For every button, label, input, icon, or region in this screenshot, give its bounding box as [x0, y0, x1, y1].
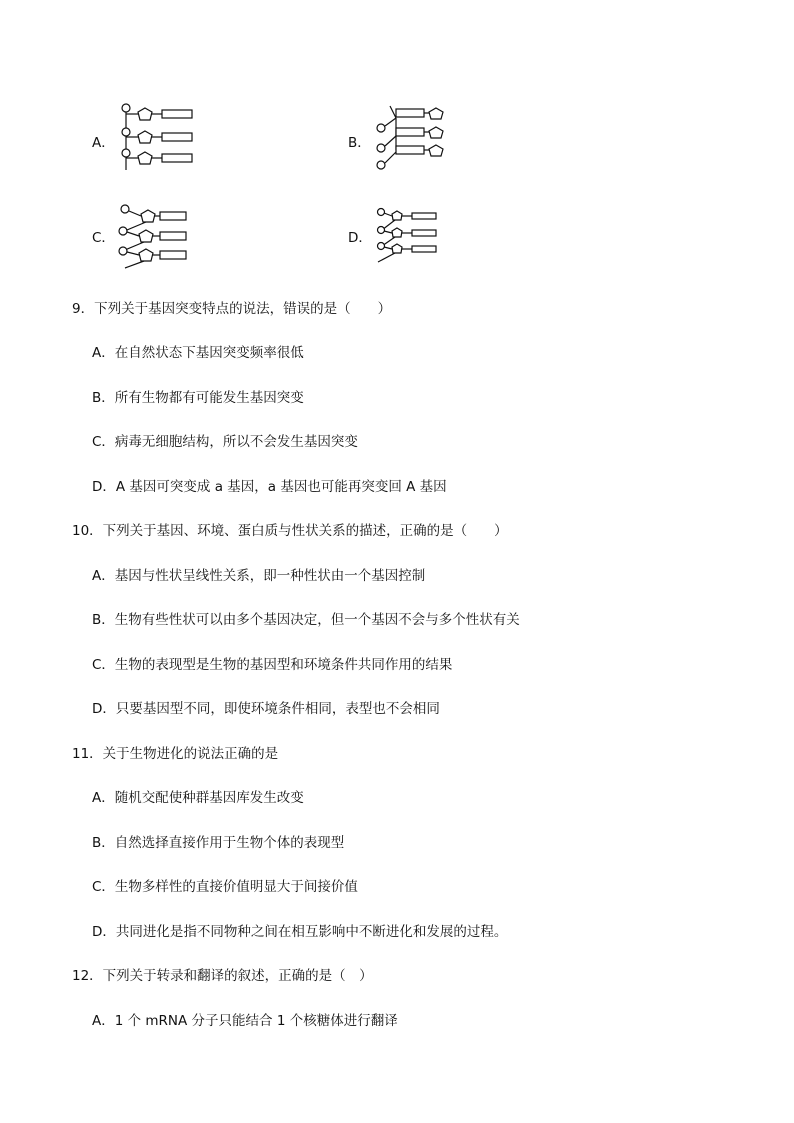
question-10-option-a: A．基因与性状呈线性关系，即一种性状由一个基因控制 — [92, 568, 426, 584]
question-9-option-a: A．在自然状态下基因突变频率很低 — [92, 345, 304, 361]
question-12-option-a: A．1 个 mRNA 分子只能结合 1 个核糖体进行翻译 — [92, 1013, 398, 1029]
question-10-option-c: C．生物的表现型是生物的基因型和环境条件共同作用的结果 — [92, 657, 453, 673]
question-10-option-d: D．只要基因型不同，即使环境条件相同，表型也不会相同 — [92, 701, 440, 717]
question-9-stem: 9．下列关于基因突变特点的说法，错误的是（ ） — [72, 301, 392, 317]
option-a-label: A． — [92, 135, 115, 151]
diagram-option-b — [372, 104, 452, 174]
question-9-option-d: D．A 基因可突变成 a 基因，a 基因也可能再突变回 A 基因 — [92, 479, 447, 495]
question-11-option-a: A．随机交配使种群基因库发生改变 — [92, 790, 304, 806]
diagram-option-a — [112, 100, 202, 172]
question-11-option-d: D．共同进化是指不同物种之间在相互影响中不断进化和发展的过程。 — [92, 924, 508, 940]
question-10-stem: 10．下列关于基因、环境、蛋白质与性状关系的描述，正确的是（ ） — [72, 523, 508, 539]
question-12-stem: 12．下列关于转录和翻译的叙述，正确的是（ ） — [72, 968, 373, 984]
question-10-option-b: B．生物有些性状可以由多个基因决定，但一个基因不会与多个性状有关 — [92, 612, 520, 628]
question-9-option-b: B．所有生物都有可能发生基因突变 — [92, 390, 304, 406]
question-11-option-c: C．生物多样性的直接价值明显大于间接价值 — [92, 879, 358, 895]
question-9-option-c: C．病毒无细胞结构，所以不会发生基因突变 — [92, 434, 358, 450]
question-11-stem: 11．关于生物进化的说法正确的是 — [72, 746, 279, 762]
option-b-label: B． — [348, 135, 371, 151]
option-d-label: D． — [348, 230, 372, 246]
diagram-option-d — [372, 206, 442, 266]
diagram-option-c — [114, 202, 194, 274]
option-c-label: C． — [92, 230, 115, 246]
question-11-option-b: B．自然选择直接作用于生物个体的表现型 — [92, 835, 345, 851]
